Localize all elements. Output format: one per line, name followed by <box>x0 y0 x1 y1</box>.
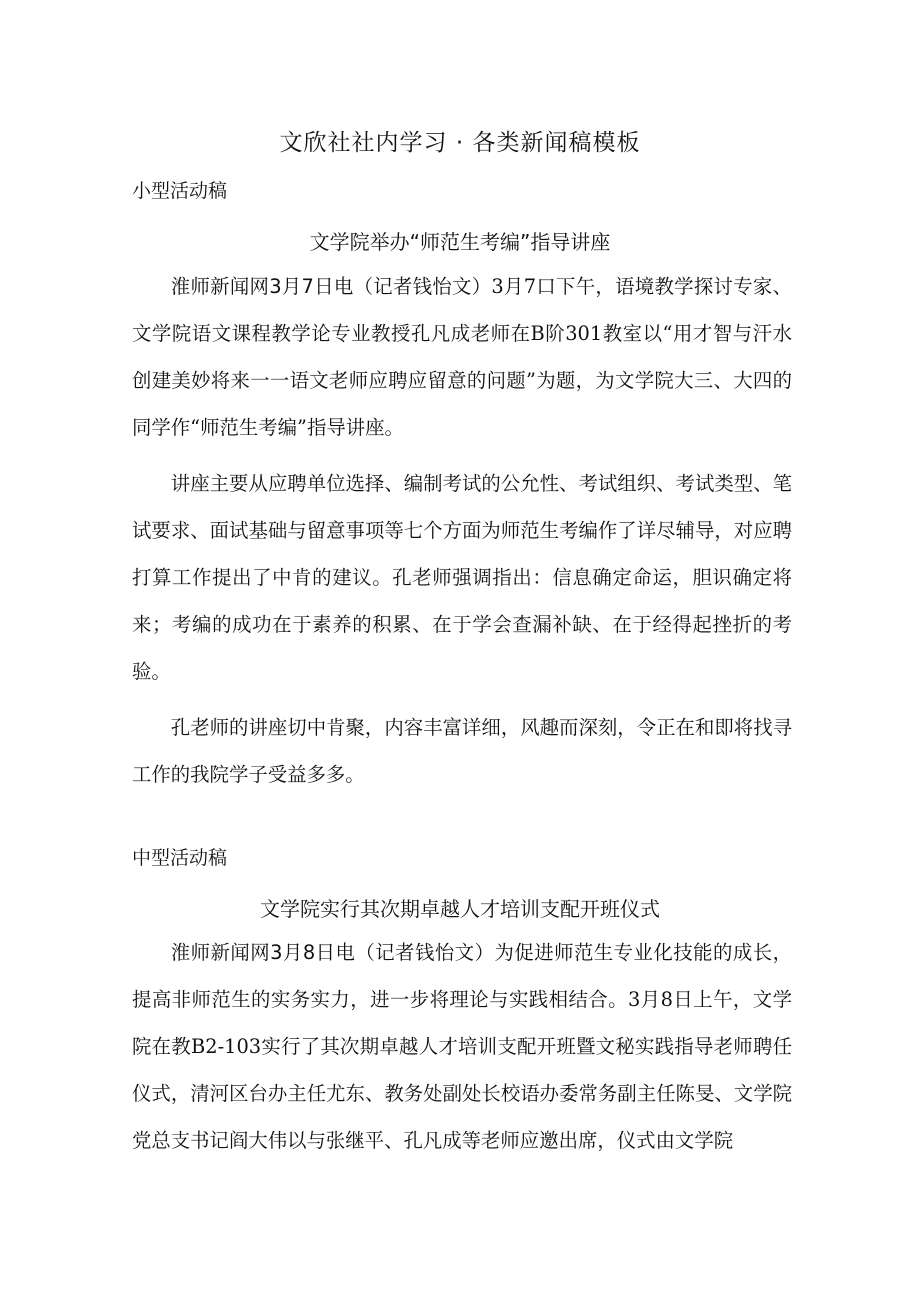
lead-text: 3月7口下午，语境教学探讨专家、文学院语文课程教学论专业教授孔凡成老师在B阶301教室以“用才智与汗水创建美妙将来一一语文老师应聘应留意的问题”为题，为文学院大三、大四的同学作“师范生考编”指导讲座。 <box>132 275 792 439</box>
body-paragraph: 孔老师的讲座切中肯聚，内容丰富详细，风趣而深刻，令正在和即将找寻工作的我院学子受益多多。 <box>132 716 792 786</box>
lead-paragraph <box>132 263 792 451</box>
article-body-lecture <box>132 263 792 807</box>
article-body-ceremony <box>132 929 792 1173</box>
reporter-name: 钱怡文 <box>412 275 472 298</box>
article-title-ceremony: 文学院实行其次期卓越人才培训支配开班仪式 <box>260 897 660 921</box>
lead-text: 为促进师范生专业化技能的成长，提高非师范生的实务实力，进一步将理论与实践相结合。3月8日上午，文学院在教B2-103实行了其次期卓越人才培训支配开班暨文秘实践指导老师聘任仪式，清河区台办主任尤东、教务处副处长校语办委常务副主任陈旻、文学院党总支书记阎大伟以与张继平、孔凡成等老师应邀出席，仪式由文学院 <box>132 941 793 1152</box>
reporter-prefix: （记者 <box>353 275 413 298</box>
document-title: 文欣社社内学习 · 各类新闻稿模板 <box>279 130 641 156</box>
lead-paragraph <box>132 929 792 1164</box>
reporter-suffix: ） <box>474 941 495 964</box>
article-title-lecture: 文学院举办“师范生考编”指导讲座 <box>309 230 611 254</box>
reporter-prefix: （记者 <box>355 941 415 964</box>
reporter-name: 钱怡文 <box>414 941 475 964</box>
dateline: 淮师新闻网3月7日电 <box>170 275 354 298</box>
section-heading-medium-event: 中型活动稿 <box>132 847 228 869</box>
reporter-suffix: ） <box>471 275 492 298</box>
dateline: 淮师新闻网3月8日电 <box>170 941 356 964</box>
body-paragraph: 讲座主要从应聘单位选择、编制考试的公允性、考试组织、考试类型、笔试要求、面试基础与留意事项等七个方面为师范生考编作了详尽辅导，对应聘打算工作提出了中肯的建议。孔老师强调指出：信息确定命运，胆识确定将来；考编的成功在于素养的积累、在于学会查漏补缺、在于经得起挫折的考验。 <box>132 472 792 683</box>
section-heading-small-event: 小型活动稿 <box>132 180 228 202</box>
